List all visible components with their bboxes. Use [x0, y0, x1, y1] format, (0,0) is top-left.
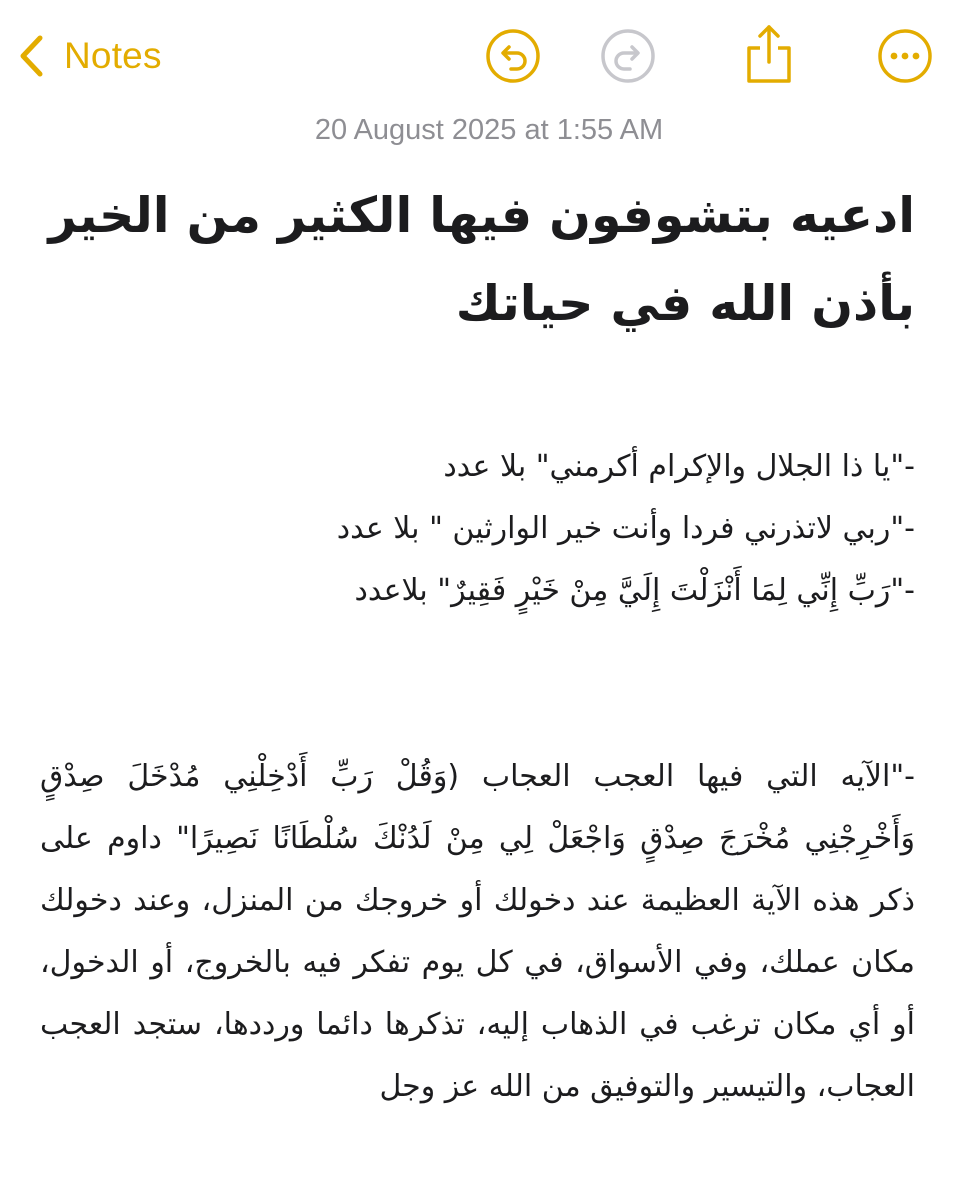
blank-line — [40, 684, 915, 746]
more-options-button[interactable] — [877, 28, 933, 84]
note-line: -"رَبِّ إِنِّي لِمَا أَنْزَلْتَ إِلَيَّ مِنْ خَيْرٍ فَقِيرٌ" بلاعدد — [354, 573, 915, 608]
navigation-toolbar — [0, 0, 978, 112]
back-to-notes-button[interactable] — [18, 28, 162, 84]
undo-button[interactable] — [485, 28, 541, 84]
back-button-label: Notes — [64, 35, 162, 76]
redo-button[interactable] — [600, 28, 656, 84]
share-button[interactable] — [741, 24, 797, 84]
note-line: -"يا ذا الجلال والإكرام أكرمني" بلا عدد — [443, 449, 915, 484]
chevron-left-icon — [18, 34, 44, 78]
redo-icon — [600, 28, 656, 84]
note-line: -"ربي لاتذرني فردا وأنت خير الوارثين " بلا عدد — [336, 511, 915, 546]
undo-icon — [485, 28, 541, 84]
blank-line — [40, 622, 915, 684]
note-body[interactable] — [40, 436, 915, 1118]
note-paragraph: -"الآيه التي فيها العجب العجاب (وَقُلْ رَبِّ أَدْخِلْنِي مُدْخَلَ صِدْقٍ وَأَخْرِجْنِي مُخْرَجَ صِدْقٍ وَاجْعَلْ لِي مِنْ لَدُنْكَ سُلْطَانًا نَصِيرًا" داوم على ذكر هذه الآية العظيمة عند دخولك أو خروجك من المنزل، وعند دخولك مكان عملك، وفي الأسواق، في كل يوم تفكر فيه بالخروج، أو الدخول، أو أي مكان ترغب في الذهاب إليه، تذكرها دائما ورددها، ستجد العجب العجاب، والتيسير والتوفيق من الله عز وجل — [40, 759, 915, 1104]
share-icon — [741, 24, 797, 84]
more-icon — [877, 28, 933, 84]
note-title[interactable]: ادعيه بتشوفون فيها الكثير من الخير بأذن الله في حياتك — [48, 187, 915, 332]
note-timestamp: 20 August 2025 at 1:55 AM — [314, 114, 664, 146]
